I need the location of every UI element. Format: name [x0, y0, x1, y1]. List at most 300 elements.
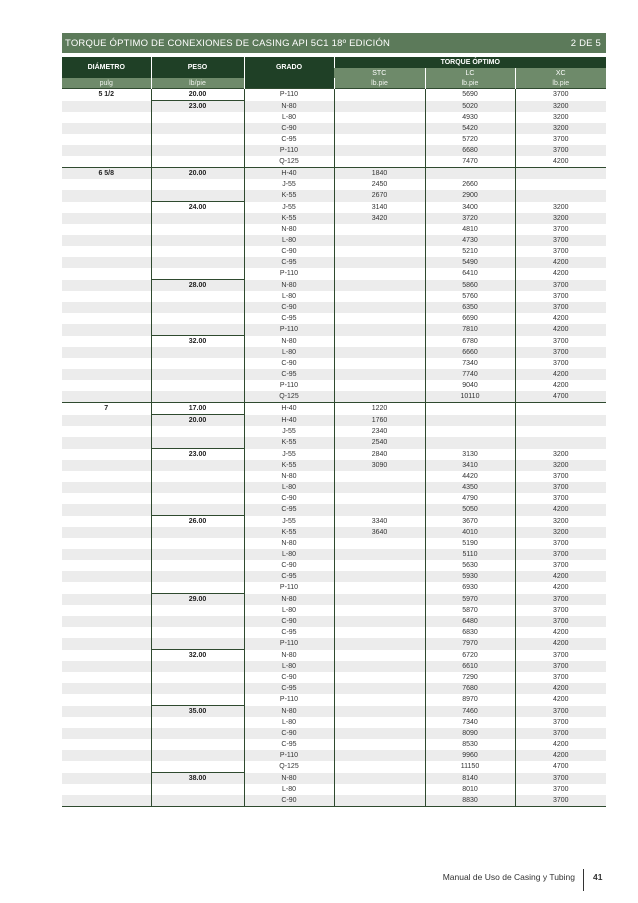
peso-cell — [151, 717, 244, 728]
lc-cell: 5490 — [425, 257, 515, 268]
peso-cell — [151, 582, 244, 594]
xc-cell: 4200 — [515, 582, 606, 594]
peso-cell: 26.00 — [151, 516, 244, 528]
lc-cell: 7740 — [425, 369, 515, 380]
xc-cell: 3700 — [515, 773, 606, 785]
peso-cell — [151, 145, 244, 156]
table-row — [62, 504, 606, 516]
table-row — [62, 268, 606, 280]
diametro-cell — [62, 145, 151, 156]
grado-cell: Q-125 — [244, 391, 334, 403]
table-row — [62, 482, 606, 493]
grado-cell: J-55 — [244, 449, 334, 461]
table-row — [62, 415, 606, 427]
grado-cell: J-55 — [244, 202, 334, 214]
table-row — [62, 403, 606, 415]
stc-cell — [334, 706, 425, 718]
stc-cell: 3420 — [334, 213, 425, 224]
stc-cell — [334, 224, 425, 235]
grado-cell: C-90 — [244, 728, 334, 739]
diametro-cell — [62, 504, 151, 516]
xc-cell: 3700 — [515, 280, 606, 292]
grado-cell: C-90 — [244, 493, 334, 504]
unit-diametro: pulg — [62, 78, 151, 89]
grado-cell: K-55 — [244, 437, 334, 449]
table-row — [62, 224, 606, 235]
xc-cell: 4200 — [515, 739, 606, 750]
lc-cell: 8830 — [425, 795, 515, 807]
diametro-cell — [62, 616, 151, 627]
grado-cell: L-80 — [244, 347, 334, 358]
table-row — [62, 650, 606, 662]
xc-cell: 3700 — [515, 89, 606, 101]
stc-cell — [334, 112, 425, 123]
lc-cell: 5210 — [425, 246, 515, 257]
grado-cell: N-80 — [244, 280, 334, 292]
stc-cell — [334, 627, 425, 638]
xc-cell: 4200 — [515, 324, 606, 336]
table-row — [62, 145, 606, 156]
table-row — [62, 527, 606, 538]
lc-cell: 7460 — [425, 706, 515, 718]
page-title: TORQUE ÓPTIMO DE CONEXIONES DE CASING API 5C1 18º EDICIÓN — [65, 37, 391, 49]
peso-cell — [151, 380, 244, 391]
lc-cell: 5720 — [425, 134, 515, 145]
lc-cell: 5110 — [425, 549, 515, 560]
xc-cell: 3700 — [515, 493, 606, 504]
stc-cell — [334, 380, 425, 391]
grado-cell: C-90 — [244, 616, 334, 627]
grado-cell: Q-125 — [244, 156, 334, 168]
table-row — [62, 246, 606, 257]
table-row — [62, 560, 606, 571]
xc-cell: 4200 — [515, 627, 606, 638]
grado-cell: H-40 — [244, 168, 334, 180]
diametro-cell — [62, 739, 151, 750]
table-row — [62, 549, 606, 560]
table-row — [62, 156, 606, 168]
stc-cell — [334, 638, 425, 650]
xc-cell: 4700 — [515, 391, 606, 403]
peso-cell — [151, 324, 244, 336]
stc-cell: 2450 — [334, 179, 425, 190]
stc-cell: 3340 — [334, 516, 425, 528]
diametro-cell — [62, 449, 151, 461]
lc-cell: 4790 — [425, 493, 515, 504]
stc-cell: 3640 — [334, 527, 425, 538]
table-row — [62, 493, 606, 504]
diametro-cell — [62, 437, 151, 449]
col-header-diametro: DIÁMETRO — [62, 57, 151, 78]
grado-cell: P-110 — [244, 145, 334, 156]
stc-cell: 2670 — [334, 190, 425, 202]
table-row — [62, 369, 606, 380]
grado-cell: P-110 — [244, 694, 334, 706]
xc-cell: 3700 — [515, 336, 606, 348]
table-row — [62, 391, 606, 403]
lc-cell: 6830 — [425, 627, 515, 638]
lc-cell: 5760 — [425, 291, 515, 302]
grado-cell: L-80 — [244, 717, 334, 728]
peso-cell — [151, 179, 244, 190]
stc-cell — [334, 728, 425, 739]
diametro-cell — [62, 761, 151, 773]
lc-cell: 9040 — [425, 380, 515, 391]
col-header-stc: STC — [334, 68, 425, 78]
xc-cell: 3700 — [515, 246, 606, 257]
table-row — [62, 571, 606, 582]
grado-cell: C-90 — [244, 358, 334, 369]
stc-cell — [334, 750, 425, 761]
stc-cell — [334, 683, 425, 694]
xc-cell: 3700 — [515, 235, 606, 246]
peso-cell — [151, 123, 244, 134]
table-row — [62, 202, 606, 214]
grado-cell: C-95 — [244, 369, 334, 380]
diametro-cell — [62, 213, 151, 224]
peso-cell — [151, 156, 244, 168]
xc-cell — [515, 426, 606, 437]
peso-cell — [151, 235, 244, 246]
grado-cell: K-55 — [244, 190, 334, 202]
stc-cell: 2340 — [334, 426, 425, 437]
xc-cell: 3700 — [515, 471, 606, 482]
xc-cell: 4200 — [515, 750, 606, 761]
stc-cell — [334, 650, 425, 662]
stc-cell: 2840 — [334, 449, 425, 461]
diametro-cell — [62, 280, 151, 292]
peso-cell: 17.00 — [151, 403, 244, 415]
xc-cell: 3700 — [515, 560, 606, 571]
diametro-cell — [62, 527, 151, 538]
peso-cell — [151, 246, 244, 257]
xc-cell: 4200 — [515, 313, 606, 324]
xc-cell: 4700 — [515, 761, 606, 773]
col-header-torque: TORQUE ÓPTIMO — [334, 57, 606, 68]
stc-cell — [334, 302, 425, 313]
lc-cell — [425, 403, 515, 415]
diametro-cell — [62, 156, 151, 168]
grado-cell: C-90 — [244, 795, 334, 807]
peso-cell — [151, 538, 244, 549]
peso-cell — [151, 728, 244, 739]
diametro-cell: 6 5/8 — [62, 168, 151, 180]
xc-cell: 3700 — [515, 650, 606, 662]
grado-cell: L-80 — [244, 482, 334, 493]
diametro-cell — [62, 112, 151, 123]
torque-table — [62, 57, 606, 807]
table-row — [62, 179, 606, 190]
table-row — [62, 89, 606, 101]
diametro-cell — [62, 683, 151, 694]
lc-cell: 4810 — [425, 224, 515, 235]
xc-cell: 3700 — [515, 706, 606, 718]
peso-cell — [151, 426, 244, 437]
stc-cell — [334, 347, 425, 358]
peso-cell: 23.00 — [151, 101, 244, 113]
table-row — [62, 347, 606, 358]
peso-cell: 20.00 — [151, 89, 244, 101]
stc-cell — [334, 672, 425, 683]
footer-title: Manual de Uso de Casing y Tubing — [442, 872, 575, 882]
col-header-lc: LC — [425, 68, 515, 78]
xc-cell — [515, 403, 606, 415]
lc-cell: 5020 — [425, 101, 515, 113]
diametro-cell — [62, 571, 151, 582]
lc-cell: 5870 — [425, 605, 515, 616]
xc-cell: 4200 — [515, 571, 606, 582]
peso-cell: 32.00 — [151, 650, 244, 662]
table-row — [62, 750, 606, 761]
xc-cell: 3200 — [515, 516, 606, 528]
table-row — [62, 302, 606, 313]
table-row — [62, 683, 606, 694]
lc-cell: 8530 — [425, 739, 515, 750]
grado-cell: C-95 — [244, 313, 334, 324]
table-row — [62, 728, 606, 739]
diametro-cell — [62, 291, 151, 302]
xc-cell: 4200 — [515, 694, 606, 706]
xc-cell: 3700 — [515, 672, 606, 683]
stc-cell — [334, 145, 425, 156]
grado-cell: P-110 — [244, 638, 334, 650]
peso-cell — [151, 527, 244, 538]
peso-cell — [151, 112, 244, 123]
lc-cell: 6480 — [425, 616, 515, 627]
diametro-cell — [62, 202, 151, 214]
peso-cell: 23.00 — [151, 449, 244, 461]
grado-cell: N-80 — [244, 594, 334, 606]
diametro-cell — [62, 235, 151, 246]
lc-cell: 7680 — [425, 683, 515, 694]
xc-cell — [515, 190, 606, 202]
diametro-cell — [62, 582, 151, 594]
page-footer — [0, 869, 638, 889]
xc-cell: 3700 — [515, 549, 606, 560]
xc-cell: 3700 — [515, 302, 606, 313]
table-row — [62, 358, 606, 369]
xc-cell: 3700 — [515, 538, 606, 549]
xc-cell: 4200 — [515, 268, 606, 280]
peso-cell — [151, 672, 244, 683]
lc-cell: 6410 — [425, 268, 515, 280]
grado-cell: N-80 — [244, 650, 334, 662]
stc-cell: 1220 — [334, 403, 425, 415]
lc-cell: 5860 — [425, 280, 515, 292]
peso-cell — [151, 549, 244, 560]
peso-cell — [151, 739, 244, 750]
peso-cell — [151, 504, 244, 516]
stc-cell — [334, 795, 425, 807]
xc-cell: 3700 — [515, 616, 606, 627]
grado-cell: J-55 — [244, 179, 334, 190]
diametro-cell — [62, 179, 151, 190]
diametro-cell — [62, 560, 151, 571]
table-row — [62, 426, 606, 437]
xc-cell: 3200 — [515, 112, 606, 123]
grado-cell: P-110 — [244, 268, 334, 280]
table-row — [62, 291, 606, 302]
table-row — [62, 706, 606, 718]
diametro-cell — [62, 415, 151, 427]
diametro-cell — [62, 795, 151, 807]
grado-cell: L-80 — [244, 235, 334, 246]
stc-cell — [334, 661, 425, 672]
diametro-cell — [62, 482, 151, 493]
grado-cell: P-110 — [244, 380, 334, 391]
lc-cell: 3130 — [425, 449, 515, 461]
peso-cell — [151, 358, 244, 369]
lc-cell — [425, 437, 515, 449]
torque-table-body — [62, 89, 606, 807]
col-header-grado: GRADO — [244, 57, 334, 78]
stc-cell: 3090 — [334, 460, 425, 471]
grado-cell: K-55 — [244, 460, 334, 471]
table-row — [62, 336, 606, 348]
stc-cell — [334, 717, 425, 728]
peso-cell: 35.00 — [151, 706, 244, 718]
diametro-cell: 7 — [62, 403, 151, 415]
peso-cell — [151, 784, 244, 795]
diametro-cell — [62, 268, 151, 280]
xc-cell: 3200 — [515, 202, 606, 214]
peso-cell — [151, 302, 244, 313]
table-row — [62, 627, 606, 638]
grado-cell: L-80 — [244, 661, 334, 672]
diametro-cell — [62, 605, 151, 616]
grado-cell: K-55 — [244, 213, 334, 224]
diametro-cell — [62, 650, 151, 662]
stc-cell — [334, 123, 425, 134]
diametro-cell — [62, 324, 151, 336]
lc-cell: 6930 — [425, 582, 515, 594]
diametro-cell — [62, 134, 151, 145]
lc-cell: 6780 — [425, 336, 515, 348]
grado-cell: L-80 — [244, 112, 334, 123]
table-row — [62, 773, 606, 785]
diametro-cell — [62, 706, 151, 718]
peso-cell — [151, 391, 244, 403]
diametro-cell — [62, 594, 151, 606]
grado-cell: C-90 — [244, 302, 334, 313]
lc-cell: 5970 — [425, 594, 515, 606]
grado-cell: N-80 — [244, 224, 334, 235]
lc-cell: 3720 — [425, 213, 515, 224]
peso-cell: 29.00 — [151, 594, 244, 606]
xc-cell: 4200 — [515, 504, 606, 516]
stc-cell — [334, 594, 425, 606]
table-row — [62, 380, 606, 391]
peso-cell: 32.00 — [151, 336, 244, 348]
grado-cell: C-95 — [244, 504, 334, 516]
lc-cell: 8140 — [425, 773, 515, 785]
grado-cell: N-80 — [244, 773, 334, 785]
peso-cell — [151, 134, 244, 145]
xc-cell: 4200 — [515, 380, 606, 391]
table-row — [62, 638, 606, 650]
peso-cell — [151, 291, 244, 302]
peso-cell — [151, 638, 244, 650]
stc-cell — [334, 89, 425, 101]
peso-cell — [151, 313, 244, 324]
peso-cell — [151, 560, 244, 571]
grado-cell: L-80 — [244, 784, 334, 795]
xc-cell: 3700 — [515, 784, 606, 795]
lc-cell: 6690 — [425, 313, 515, 324]
diametro-cell — [62, 694, 151, 706]
table-row — [62, 324, 606, 336]
stc-cell — [334, 369, 425, 380]
xc-cell: 3700 — [515, 291, 606, 302]
grado-cell: C-90 — [244, 672, 334, 683]
table-row — [62, 795, 606, 807]
lc-cell: 4350 — [425, 482, 515, 493]
peso-cell: 24.00 — [151, 202, 244, 214]
xc-cell: 4200 — [515, 369, 606, 380]
table-row — [62, 280, 606, 292]
xc-cell: 4200 — [515, 638, 606, 650]
peso-cell — [151, 460, 244, 471]
xc-cell: 3700 — [515, 224, 606, 235]
grado-cell: N-80 — [244, 336, 334, 348]
grado-cell: C-90 — [244, 123, 334, 134]
diametro-cell — [62, 391, 151, 403]
table-row — [62, 190, 606, 202]
diametro-cell — [62, 426, 151, 437]
lc-cell: 7290 — [425, 672, 515, 683]
grado-cell: C-95 — [244, 683, 334, 694]
xc-cell: 3200 — [515, 449, 606, 461]
lc-cell: 6350 — [425, 302, 515, 313]
grado-cell: K-55 — [244, 527, 334, 538]
diametro-cell — [62, 627, 151, 638]
xc-cell: 4200 — [515, 683, 606, 694]
diametro-cell — [62, 123, 151, 134]
peso-cell — [151, 795, 244, 807]
peso-cell — [151, 605, 244, 616]
lc-cell: 4930 — [425, 112, 515, 123]
footer-divider — [583, 869, 584, 891]
diametro-cell — [62, 257, 151, 268]
grado-cell: C-95 — [244, 739, 334, 750]
table-row — [62, 672, 606, 683]
xc-cell — [515, 415, 606, 427]
col-header-xc: XC — [515, 68, 606, 78]
diametro-cell: 5 1/2 — [62, 89, 151, 101]
lc-cell: 4730 — [425, 235, 515, 246]
grado-cell: P-110 — [244, 324, 334, 336]
table-row — [62, 616, 606, 627]
diametro-cell — [62, 728, 151, 739]
table-row — [62, 594, 606, 606]
stc-cell — [334, 504, 425, 516]
xc-cell: 3700 — [515, 795, 606, 807]
xc-cell: 3700 — [515, 594, 606, 606]
lc-cell: 11150 — [425, 761, 515, 773]
stc-cell — [334, 101, 425, 113]
peso-cell — [151, 616, 244, 627]
table-row — [62, 717, 606, 728]
diametro-cell — [62, 460, 151, 471]
table-row — [62, 112, 606, 123]
stc-cell — [334, 560, 425, 571]
lc-cell: 6720 — [425, 650, 515, 662]
peso-cell: 28.00 — [151, 280, 244, 292]
lc-cell — [425, 415, 515, 427]
xc-cell: 4200 — [515, 156, 606, 168]
table-row — [62, 605, 606, 616]
stc-cell: 3140 — [334, 202, 425, 214]
